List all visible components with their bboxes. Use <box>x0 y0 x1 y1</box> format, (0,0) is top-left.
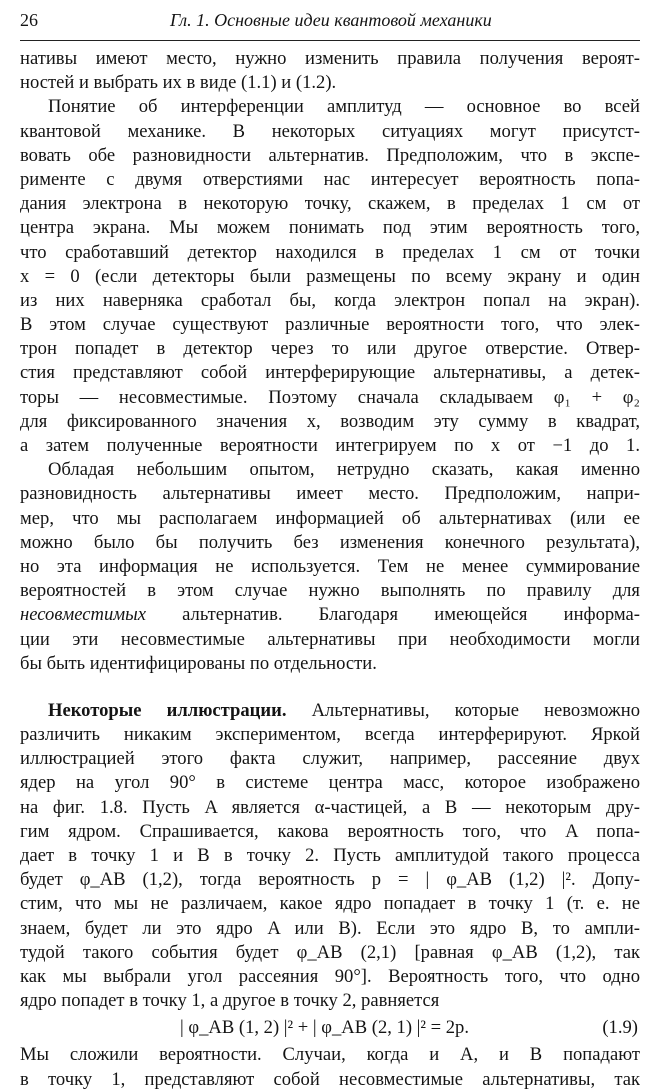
section-gap <box>20 676 640 699</box>
text-line: на фиг. 1.8. Пусть A является α-частицей, а B — некоторым дру- <box>20 796 640 818</box>
text-line: ядер на угол 90° в системе центра масс, которое изображено <box>20 772 640 794</box>
page-header <box>20 10 640 36</box>
text-line: из них наверняка сработал бы, когда электрон попал на экран). <box>20 289 640 311</box>
text-line: ностей и выбрать их в виде (1.1) и (1.2). <box>20 72 337 94</box>
text-line: как мы выбрали угол рассеяния 90°]. Вероятность того, что одно <box>20 965 640 987</box>
text-line: а затем полученные вероятности интегрируем по x от −1 до 1. <box>20 435 640 456</box>
text-line: Мы сложили вероятности. Случаи, когда и A, и B попадают <box>20 1044 640 1066</box>
text-line: квантовой механике. В некоторых ситуациях могут присутст- <box>20 120 640 142</box>
text-line: будет φ_AB (1,2), тогда вероятность p = | φ_AB (1,2) |². Допу- <box>20 869 640 891</box>
text-line: Обладая небольшим опытом, нетрудно сказать, какая именно <box>48 459 640 481</box>
running-title: Гл. 1. Основные идеи квантовой механики <box>170 10 492 30</box>
text-line: тудой такого события будет φ_AB (2,1) [равная φ_AB (1,2), так <box>20 941 640 963</box>
text-line: в точку 1, представляют собой несовместимые альтернативы, так <box>20 1068 640 1090</box>
italic-term: несовместимых <box>20 604 146 626</box>
text-line: стия представляют собой интерферирующие альтернативы, а детек- <box>20 362 640 384</box>
text-line: знаем, будет ли это ядро A или B). Если это ядро B, то ампли- <box>20 917 640 939</box>
header-rule <box>20 40 640 41</box>
text-line: x = 0 (если детекторы были размещены по всему экрану и один <box>20 265 640 287</box>
text-line <box>20 699 640 723</box>
text-line: Понятие об интерференции амплитуд — основное во всей <box>48 96 640 118</box>
text-line: но эта информация не используется. Тем не менее суммирование <box>20 555 640 577</box>
page-number: 26 <box>20 10 38 30</box>
text-fragment: Альтернативы, которые невозможно <box>311 699 640 721</box>
text-line: разновидность альтернативы имеет место. Предположим, напри- <box>20 483 640 505</box>
equation-expression: | φ_AB (1, 2) |² + | φ_AB (2, 1) |² = 2p. <box>180 1017 470 1039</box>
text-line: иллюстрацией этого факта служит, например, рассеяние двух <box>20 748 640 770</box>
text-line: для фиксированного значения x, возводим эту сумму в квадрат, <box>20 410 640 432</box>
text-line: стим, что мы не различаем, какое ядро попадает в точку 1 (т. е. не <box>20 893 640 915</box>
text-line: центра экрана. Мы можем понимать под этим вероятность того, <box>20 217 640 239</box>
text-line: мер, что мы располагаем информацией об альтернативах (или ее <box>20 507 640 529</box>
text-line: различить никаким экспериментом, всегда интерферируют. Яркой <box>20 724 640 746</box>
text-line: В этом случае существуют различные вероятности того, что элек- <box>20 314 640 336</box>
text-line: рименте с двумя отверстиями нас интересует вероятность попа- <box>20 168 640 190</box>
text-line: дания электрона в некоторую точку, скажем, в пределах 1 см от <box>20 193 640 215</box>
text-line: вовать обе разновидности альтернатив. Предположим, что в экспе- <box>20 144 640 166</box>
text-line: бы быть идентифицированы по отдельности. <box>20 652 377 674</box>
text-line: торы — несовместимые. Поэтому сначала складываем φ₁ + φ₂ <box>20 386 640 408</box>
text-line: можно было бы получить без изменения конечного результата), <box>20 531 640 553</box>
text-line: вероятностей в этом случае нужно выполнять по правилу для <box>20 580 640 602</box>
text-line: трон попадет в детектор через то или другое отверстие. Отвер- <box>20 338 640 360</box>
equation-number: (1.9) <box>602 1017 638 1039</box>
equation-1-9 <box>20 1013 640 1043</box>
text-body <box>20 47 640 1092</box>
text-line: что сработавший детектор находился в пределах 1 см от точки <box>20 241 640 263</box>
text-line: ядро попадет в точку 1, а другое в точку 2, равняется <box>20 990 440 1012</box>
text-line: дает в точку 1 и B в точку 2. Пусть амплитудой такого процесса <box>20 845 640 866</box>
text-fragment: альтернатив. Благодаря имеющейся информа- <box>182 604 640 626</box>
text-line <box>20 603 640 627</box>
text-line: гим ядром. Спрашивается, какова вероятность того, что A попа- <box>20 820 640 842</box>
section-heading: Некоторые иллюстрации. <box>48 699 287 721</box>
text-line: нативы имеют место, нужно изменить правила получения вероят- <box>20 48 640 69</box>
text-line: ции эти несовместимые альтернативы при необходимости могли <box>20 628 640 650</box>
